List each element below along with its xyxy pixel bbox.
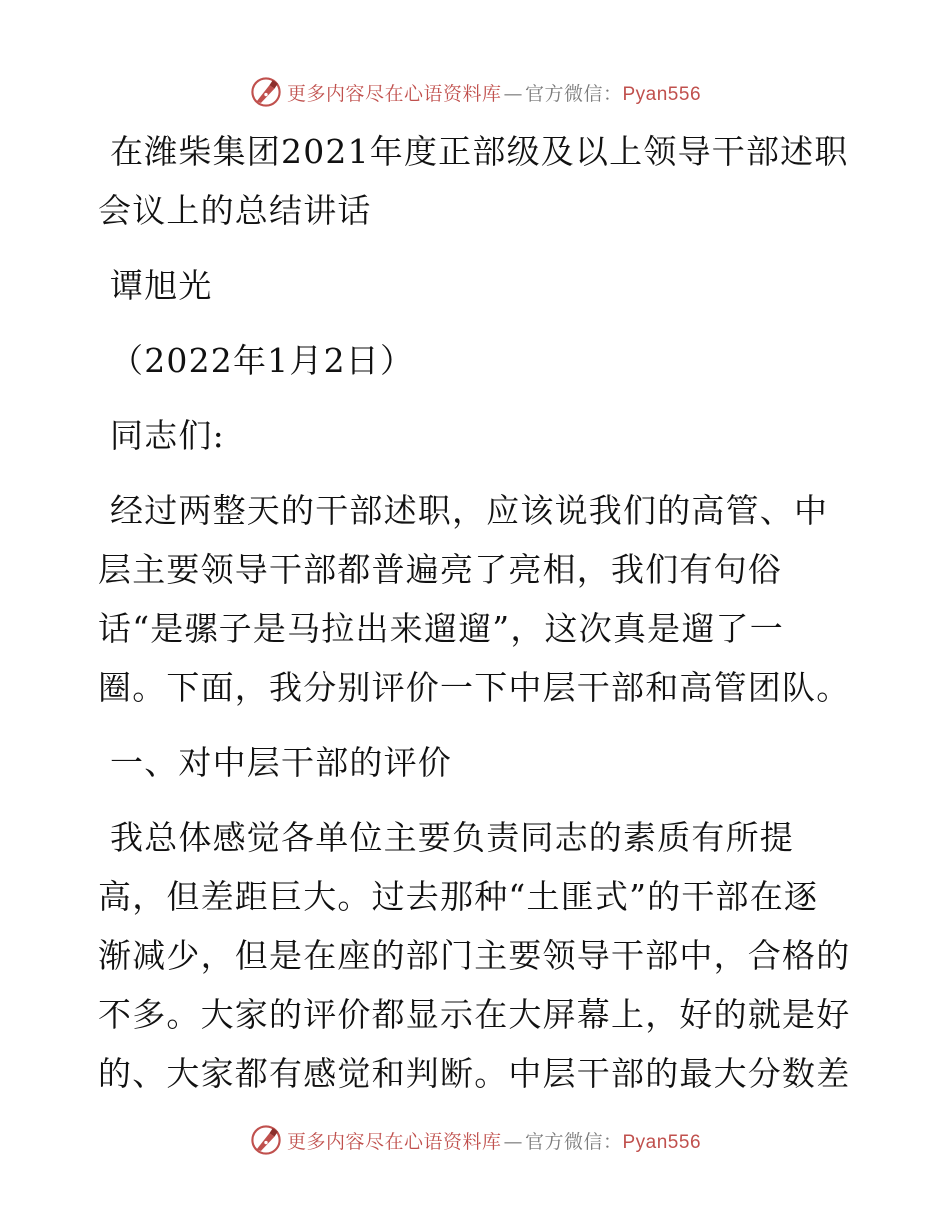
author-name: 谭旭光 xyxy=(110,266,213,305)
document-body xyxy=(98,122,858,1119)
salutation xyxy=(98,406,858,465)
author xyxy=(98,256,858,315)
document-title xyxy=(98,122,858,240)
paragraph-line: 层主要领导干部都普遍亮了亮相，我们有句俗 xyxy=(98,550,782,589)
title-line: 在潍柴集团2021年度正部级及以上领导干部述职 xyxy=(110,132,849,171)
paragraph-2 xyxy=(98,808,858,1103)
watermark-text xyxy=(287,79,701,106)
watermark-wechat-label: 官方微信： xyxy=(524,82,623,105)
watermark-slogan: 更多内容尽在心语资料库 xyxy=(286,82,502,105)
watermark-text xyxy=(287,1127,701,1154)
date-line: （2022年1月2日） xyxy=(110,341,415,380)
watermark-wechat-label: 官方微信： xyxy=(524,1130,623,1153)
watermark-dash: — xyxy=(503,1130,523,1153)
section-heading-line: 一、对中层干部的评价 xyxy=(110,743,452,782)
watermark-slogan: 更多内容尽在心语资料库 xyxy=(286,1130,502,1153)
section-heading xyxy=(98,733,858,792)
title-line: 会议上的总结讲话 xyxy=(98,191,372,230)
paragraph-line: 高，但差距巨大。过去那种“土匪式”的干部在逐 xyxy=(98,877,819,916)
paragraph-line: 不多。大家的评价都显示在大屏幕上，好的就是好 xyxy=(98,995,851,1034)
paragraph-1 xyxy=(98,481,858,717)
header-watermark xyxy=(0,70,950,114)
pen-nib-logo-icon xyxy=(249,75,283,109)
watermark-wechat-id: Pyan556 xyxy=(622,83,702,105)
paragraph-line: 渐减少，但是在座的部门主要领导干部中，合格的 xyxy=(98,936,851,975)
watermark-dash: — xyxy=(503,82,523,105)
paragraph-line: 话“是骡子是马拉出来遛遛”，这次真是遛了一 xyxy=(98,609,784,648)
pen-nib-logo-icon xyxy=(249,1123,283,1157)
salutation-line: 同志们: xyxy=(110,416,225,455)
paragraph-line: 经过两整天的干部述职，应该说我们的高管、中 xyxy=(110,491,829,530)
footer-watermark xyxy=(0,1118,950,1162)
paragraph-line: 圈。下面，我分别评价一下中层干部和高管团队。 xyxy=(98,668,851,707)
speech-date xyxy=(98,331,858,390)
paragraph-line: 的、大家都有感觉和判断。中层干部的最大分数差 xyxy=(98,1054,851,1093)
paragraph-line: 我总体感觉各单位主要负责同志的素质有所提 xyxy=(110,818,794,857)
watermark-wechat-id: Pyan556 xyxy=(622,1131,702,1153)
